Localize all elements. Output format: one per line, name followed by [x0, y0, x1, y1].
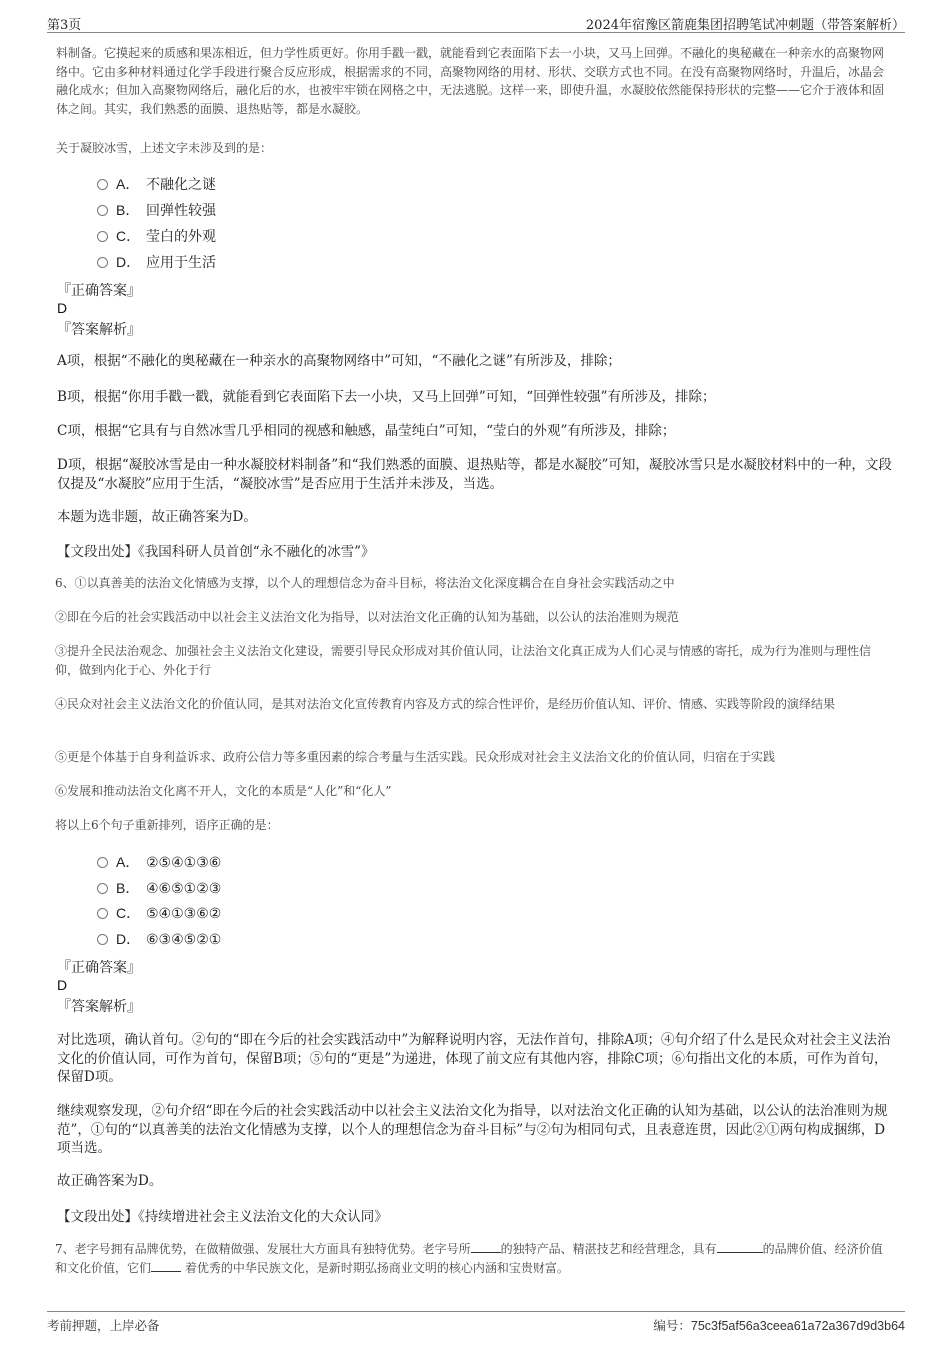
q5-option-d[interactable]: D． 应用于生活 — [97, 252, 216, 272]
q6-source: 【文段出处】《持续增进社会主义法治文化的大众认同》 — [57, 1209, 388, 1225]
q7-stem: 7、老字号拥有品牌优势，在做精做强、发展壮大方面具有独特优势。老字号所 的独特产品、精湛技艺和经营理念，具有 的品牌价值、经济价值和文化价值，它们 着优秀的中华民族文化，是新时期弘扬商业文明的核心内涵和宝贵财富。 — [55, 1242, 883, 1275]
radio-icon[interactable] — [97, 179, 108, 190]
q5-option-a[interactable]: A． 不融化之谜 — [97, 174, 216, 194]
q6-analysis-label: 『答案解析』 — [57, 999, 141, 1015]
blank-3[interactable] — [151, 1259, 181, 1272]
radio-icon[interactable] — [97, 857, 108, 868]
document-code: 编号：75c3f5af56a3ceea61a72a367d9d3b64 — [653, 1319, 905, 1333]
q5-analysis-b: B项，根据“你用手戳一戳，就能看到它表面陷下去一小块，又马上回弹”可知，“回弹性较强”有所涉及，排除； — [57, 389, 716, 405]
q6-option-c[interactable]: C． ⑤④①③⑥② — [97, 903, 221, 923]
passage-text: 料制备。它摸起来的质感和果冻相近，但力学性质更好。你用手戳一戳，就能看到它表面陷下去一小块，又马上回弹。不融化的奥秘藏在一种亲水的高聚物网络中。它由多种材料通过化学手段进行聚合反应形成，根据需求的不同，高聚物网络的用材、形状、交联方式也不同。在没有高聚物网络时，升温后，冰晶会融化成水；但加入高聚物网络后，融化后的水，也被牢牢锁在网格之中，无法逃脱。这样一来，即使升温，水凝胶依然能保持形状的完整——它介于液体和固体之间。其实，我们熟悉的面膜、退热贴等，都是水凝胶。 — [56, 46, 885, 116]
q6-sentence-6: ⑥发展和推动法治文化离不开人，文化的本质是“人化”和“化人” — [55, 784, 392, 798]
radio-icon[interactable] — [97, 934, 108, 945]
q6-option-b[interactable]: B． ④⑥⑤①②③ — [97, 878, 221, 898]
q6-analysis-1: 对比选项，确认首句。②句的“即在今后的社会实践活动中”为解释说明内容，无法作首句，排除A项；④句介绍了什么是民众对社会主义法治文化的价值认同，可作为首句，保留B项；⑤句的“更是”为递进，体现了前文应有其他内容，排除C项；⑥句指出文化的本质，可作为首句，保留D项。 — [57, 1032, 891, 1085]
q6-sentence-4: ④民众对社会主义法治文化的价值认同，是其对法治文化宣传教育内容及方式的综合性评价，是经历价值认知、评价、情感、实践等阶段的演绎结果 — [55, 697, 836, 711]
q5-answer-label: 『正确答案』 — [57, 283, 141, 299]
radio-icon[interactable] — [97, 231, 108, 242]
page-footer — [47, 1311, 905, 1334]
q6-option-a[interactable]: A． ②⑤④①③⑥ — [97, 852, 221, 872]
radio-icon[interactable] — [97, 257, 108, 268]
q6-analysis-conclusion: 故正确答案为D。 — [57, 1173, 163, 1189]
q6-stem: 将以上6个句子重新排列，语序正确的是： — [55, 818, 279, 832]
q5-analysis-c: C项，根据“它具有与自然冰雪几乎相同的视感和触感，晶莹纯白”可知，“莹白的外观”有所涉及，排除； — [57, 423, 676, 439]
q5-option-c[interactable]: C． 莹白的外观 — [97, 226, 216, 246]
blank-1[interactable] — [471, 1240, 501, 1253]
q6-sentence-2: ②即在今后的社会实践活动中以社会主义法治文化为指导，以对法治文化正确的认知为基础，以公认的法治准则为规范 — [55, 610, 680, 624]
blank-2[interactable] — [717, 1240, 763, 1253]
q6-sentence-5: ⑤更是个体基于自身利益诉求、政府公信力等多重因素的综合考量与生活实践。民众形成对社会主义法治文化的价值认同，归宿在于实践 — [55, 750, 776, 764]
q6-option-d[interactable]: D． ⑥③④⑤②① — [97, 929, 221, 949]
q5-option-b[interactable]: B． 回弹性较强 — [97, 200, 216, 220]
q5-analysis-d: D项，根据“凝胶冰雪是由一种水凝胶材料制备”和“我们熟悉的面膜、退热贴等，都是水凝胶”可知，凝胶冰雪只是水凝胶材料中的一种，文段仅提及“水凝胶”应用于生活，“凝胶冰雪”是否应用于生活并未涉及，当选。 — [57, 457, 892, 492]
radio-icon[interactable] — [97, 883, 108, 894]
radio-icon[interactable] — [97, 205, 108, 216]
q6-analysis-2: 继续观察发现，②句介绍“即在今后的社会实践活动中以社会主义法治文化为指导，以对法治文化正确的认知为基础，以公认的法治准则为规范”，①句的“以真善美的法治文化情感为支撑，以个人的理想信念为奋斗目标”与②句为相同句式，且表意连贯，因此②①两句构成捆绑，D项当选。 — [57, 1103, 888, 1156]
q5-analysis-a: A项，根据“不融化的奥秘藏在一种亲水的高聚物网络中”可知，“不融化之谜”有所涉及，排除； — [57, 353, 621, 369]
q5-analysis-label: 『答案解析』 — [57, 322, 141, 338]
q6-sentence-1: 6、①以真善美的法治文化情感为支撑，以个人的理想信念为奋斗目标，将法治文化深度耦合在自身社会实践活动之中 — [55, 576, 675, 590]
q5-answer: D — [57, 300, 68, 316]
q5-source: 【文段出处】《我国科研人员首创“永不融化的冰雪”》 — [57, 544, 375, 560]
q5-stem: 关于凝胶冰雪，上述文字未涉及到的是： — [56, 141, 273, 155]
q6-sentence-3: ③提升全民法治观念、加强社会主义法治文化建设，需要引导民众形成对其价值认同，让法治文化真正成为人们心灵与情感的寄托，成为行为准则与理性信仰，做到内化于心、外化于行 — [55, 644, 872, 677]
document-title: 2024年宿豫区箭鹿集团招聘笔试冲刺题（带答案解析） — [585, 18, 905, 33]
footer-slogan: 考前押题，上岸必备 — [47, 1318, 160, 1333]
q6-answer: D — [57, 977, 68, 993]
q6-answer-label: 『正确答案』 — [57, 960, 141, 976]
page-header — [47, 14, 905, 33]
page-number: 第3页 — [47, 18, 82, 33]
q5-analysis-conclusion: 本题为选非题，故正确答案为D。 — [57, 509, 257, 525]
radio-icon[interactable] — [97, 908, 108, 919]
